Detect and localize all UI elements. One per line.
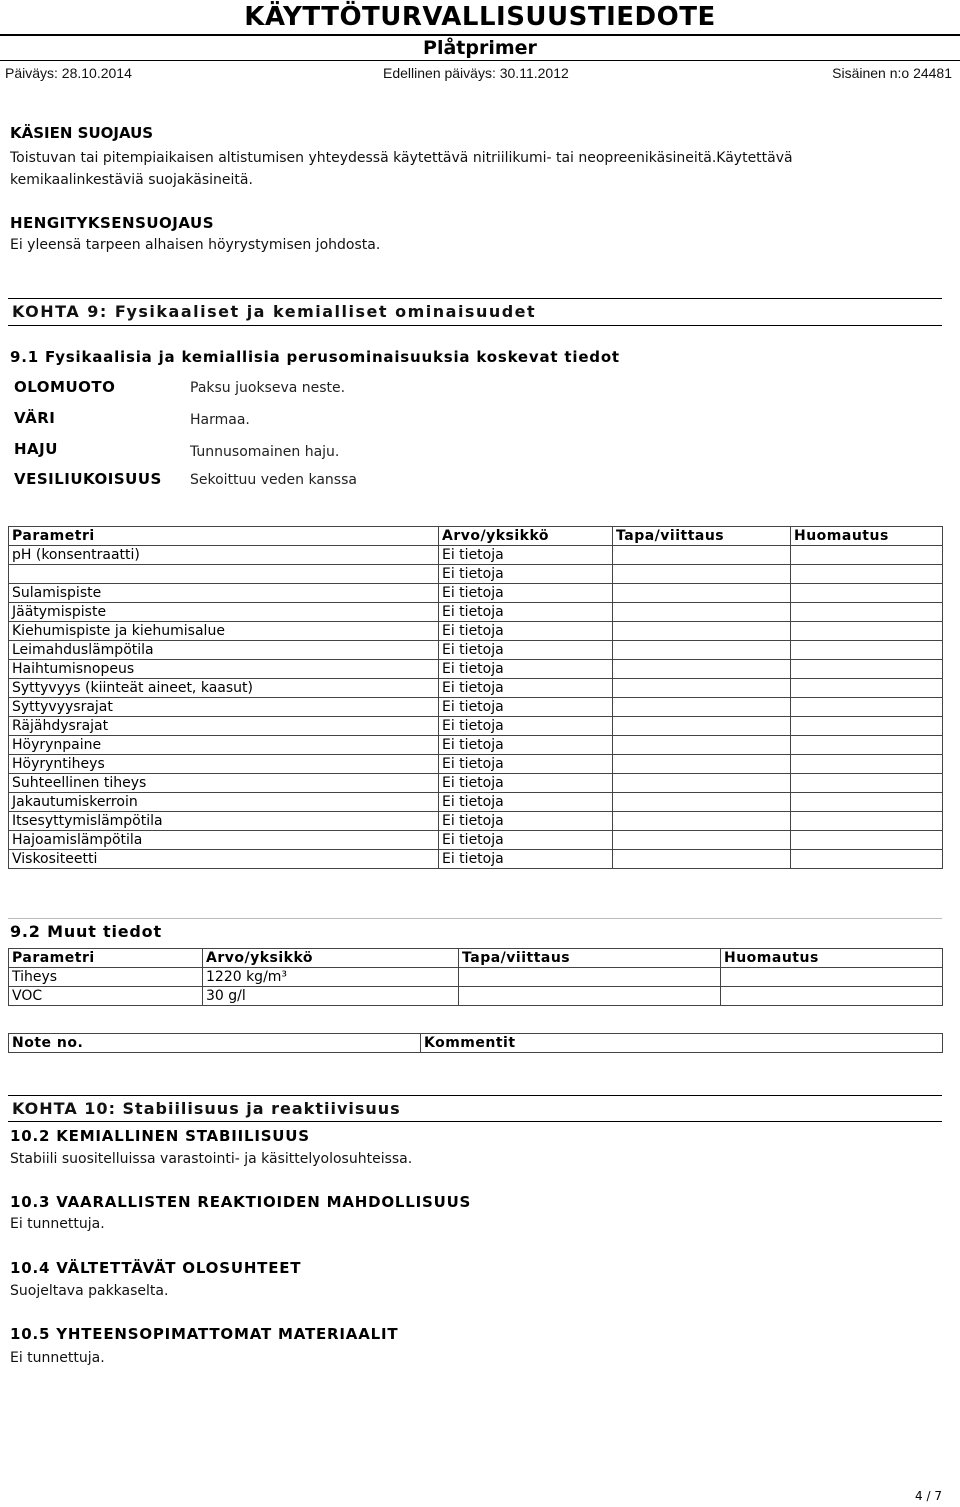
remark-cell: [721, 987, 943, 1006]
value-cell: Ei tietoja: [439, 736, 613, 755]
remark-cell: [791, 717, 943, 736]
remark-cell: [791, 660, 943, 679]
table-row: [9, 736, 943, 755]
method-cell: [613, 603, 791, 622]
table-row: [9, 850, 943, 869]
section-10-4-heading: 10.4 VÄLTETTÄVÄT OLOSUHTEET: [10, 1259, 302, 1277]
column-header: Arvo/yksikkö: [203, 949, 459, 968]
table-row: [9, 622, 943, 641]
column-header: Huomautus: [791, 527, 943, 546]
remark-cell: [721, 968, 943, 987]
remark-cell: [791, 679, 943, 698]
remark-cell: [791, 774, 943, 793]
value-cell: Ei tietoja: [439, 584, 613, 603]
section-10-4-text: Suojeltava pakkaselta.: [10, 1283, 169, 1299]
value-cell: 30 g/l: [203, 987, 459, 1006]
remark-cell: [791, 546, 943, 565]
hand-protection-heading: KÄSIEN SUOJAUS: [10, 124, 154, 142]
section-9-bottom-rule: [8, 325, 942, 326]
parameter-cell: Viskositeetti: [9, 850, 439, 869]
value-cell: Ei tietoja: [439, 774, 613, 793]
value-cell: Ei tietoja: [439, 679, 613, 698]
value-cell: Ei tietoja: [439, 812, 613, 831]
hand-protection-text-1: Toistuvan tai pitempiaikaisen altistumisen yhteydessä käytettävä nitriilikumi- tai neopreenikäsineitä.Käytettävä: [10, 150, 793, 166]
value-cell: Ei tietoja: [439, 717, 613, 736]
value-cell: Ei tietoja: [439, 850, 613, 869]
parameter-cell: Syttyvyysrajat: [9, 698, 439, 717]
value-cell: Ei tietoja: [439, 641, 613, 660]
remark-cell: [791, 831, 943, 850]
section-10-3-heading: 10.3 VAARALLISTEN REAKTIOIDEN MAHDOLLISUUS: [10, 1193, 472, 1211]
table-row: [9, 603, 943, 622]
table-row: [9, 584, 943, 603]
section-10-top-rule: [8, 1095, 942, 1096]
table-header-row: [9, 527, 943, 546]
issue-date: Päiväys: 28.10.2014: [5, 65, 132, 81]
product-name: Plåtprimer: [423, 37, 537, 59]
method-cell: [613, 831, 791, 850]
method-cell: [613, 660, 791, 679]
table-row: [9, 774, 943, 793]
table-row: [9, 755, 943, 774]
header-divider-thin: [0, 60, 960, 61]
parameter-cell: Haihtumisnopeus: [9, 660, 439, 679]
property-value-color: Harmaa.: [190, 412, 250, 428]
section-10-2-text: Stabiili suositelluissa varastointi- ja käsittelyolosuhteissa.: [10, 1151, 413, 1167]
page-number: 4 / 7: [915, 1489, 942, 1503]
value-cell: Ei tietoja: [439, 831, 613, 850]
parameter-cell: Höyryntiheys: [9, 755, 439, 774]
column-header: Tapa/viittaus: [459, 949, 721, 968]
method-cell: [459, 968, 721, 987]
respiratory-protection-heading: HENGITYKSENSUOJAUS: [10, 214, 215, 232]
property-value-odor: Tunnusomainen haju.: [190, 444, 340, 460]
method-cell: [613, 755, 791, 774]
method-cell: [613, 546, 791, 565]
table-row: [9, 812, 943, 831]
value-cell: Ei tietoja: [439, 755, 613, 774]
section-10-title: KOHTA 10: Stabiilisuus ja reaktiivisuus: [12, 1099, 401, 1118]
method-cell: [613, 565, 791, 584]
parameter-cell: Sulamispiste: [9, 584, 439, 603]
property-label-odor: HAJU: [14, 440, 58, 458]
method-cell: [613, 793, 791, 812]
table-row: [9, 968, 943, 987]
method-cell: [613, 698, 791, 717]
parameter-cell: VOC: [9, 987, 203, 1006]
section-10-bottom-rule: [8, 1121, 942, 1122]
value-cell: Ei tietoja: [439, 660, 613, 679]
remark-cell: [791, 565, 943, 584]
table-row: [9, 565, 943, 584]
method-cell: [613, 622, 791, 641]
column-header: Parametri: [9, 527, 439, 546]
parameter-cell: Jakautumiskerroin: [9, 793, 439, 812]
table-header-row: [9, 1034, 943, 1053]
remark-cell: [791, 603, 943, 622]
value-cell: Ei tietoja: [439, 565, 613, 584]
column-header: Arvo/yksikkö: [439, 527, 613, 546]
remark-cell: [791, 622, 943, 641]
method-cell: [613, 736, 791, 755]
table-row: [9, 987, 943, 1006]
section-10-3-text: Ei tunnettuja.: [10, 1216, 105, 1232]
property-value-state: Paksu juokseva neste.: [190, 380, 346, 396]
parameter-cell: Hajoamislämpötila: [9, 831, 439, 850]
remark-cell: [791, 698, 943, 717]
method-cell: [459, 987, 721, 1006]
previous-date: Edellinen päiväys: 30.11.2012: [383, 65, 569, 81]
value-cell: Ei tietoja: [439, 622, 613, 641]
respiratory-protection-text: Ei yleensä tarpeen alhaisen höyrystymisen johdosta.: [10, 237, 381, 253]
remark-cell: [791, 793, 943, 812]
property-label-state: OLOMUOTO: [14, 378, 116, 396]
method-cell: [613, 584, 791, 603]
property-label-solubility: VESILIUKOISUUS: [14, 470, 162, 488]
other-info-table: [8, 948, 943, 1006]
table-row: [9, 546, 943, 565]
parameter-cell: Räjähdysrajat: [9, 717, 439, 736]
parameter-cell: Jäätymispiste: [9, 603, 439, 622]
method-cell: [613, 641, 791, 660]
remark-cell: [791, 850, 943, 869]
note-number-header: Note no.: [9, 1034, 421, 1053]
comments-header: Kommentit: [421, 1034, 943, 1053]
section-10-2-heading: 10.2 KEMIALLINEN STABIILISUUS: [10, 1127, 310, 1145]
section-10-5-heading: 10.5 YHTEENSOPIMATTOMAT MATERIAALIT: [10, 1325, 399, 1343]
remark-cell: [791, 812, 943, 831]
section-9-2-rule: [8, 918, 942, 919]
table-row: [9, 717, 943, 736]
section-9-2-title: 9.2 Muut tiedot: [10, 922, 162, 941]
remark-cell: [791, 755, 943, 774]
method-cell: [613, 679, 791, 698]
parameter-cell: Leimahduslämpötila: [9, 641, 439, 660]
document-title: KÄYTTÖTURVALLISUUSTIEDOTE: [244, 2, 716, 32]
table-row: [9, 793, 943, 812]
remark-cell: [791, 736, 943, 755]
hand-protection-text-2: kemikaalinkestäviä suojakäsineitä.: [10, 172, 253, 188]
internal-number: Sisäinen n:o 24481: [832, 65, 952, 81]
method-cell: [613, 774, 791, 793]
value-cell: Ei tietoja: [439, 546, 613, 565]
table-row: [9, 660, 943, 679]
remark-cell: [791, 641, 943, 660]
value-cell: Ei tietoja: [439, 698, 613, 717]
table-row: [9, 698, 943, 717]
table-row: [9, 831, 943, 850]
column-header: Huomautus: [721, 949, 943, 968]
property-label-color: VÄRI: [14, 409, 56, 427]
remark-cell: [791, 584, 943, 603]
section-10-5-text: Ei tunnettuja.: [10, 1350, 105, 1366]
parameter-cell: [9, 565, 439, 584]
parameter-cell: Kiehumispiste ja kiehumisalue: [9, 622, 439, 641]
section-9-top-rule: [8, 298, 942, 299]
property-value-solubility: Sekoittuu veden kanssa: [190, 472, 357, 488]
method-cell: [613, 717, 791, 736]
column-header: Parametri: [9, 949, 203, 968]
notes-table: [8, 1033, 943, 1053]
parameter-cell: Suhteellinen tiheys: [9, 774, 439, 793]
parameter-cell: pH (konsentraatti): [9, 546, 439, 565]
table-row: [9, 641, 943, 660]
parameter-cell: Tiheys: [9, 968, 203, 987]
value-cell: Ei tietoja: [439, 603, 613, 622]
document-meta: [5, 65, 952, 85]
properties-table: [8, 526, 943, 869]
table-header-row: [9, 949, 943, 968]
section-9-1-title: 9.1 Fysikaalisia ja kemiallisia perusominaisuuksia koskevat tiedot: [10, 348, 620, 366]
value-cell: 1220 kg/m³: [203, 968, 459, 987]
method-cell: [613, 850, 791, 869]
column-header: Tapa/viittaus: [613, 527, 791, 546]
method-cell: [613, 812, 791, 831]
value-cell: Ei tietoja: [439, 793, 613, 812]
parameter-cell: Itsesyttymislämpötila: [9, 812, 439, 831]
parameter-cell: Höyrynpaine: [9, 736, 439, 755]
parameter-cell: Syttyvyys (kiinteät aineet, kaasut): [9, 679, 439, 698]
section-9-title: KOHTA 9: Fysikaaliset ja kemialliset ominaisuudet: [12, 302, 537, 321]
table-row: [9, 679, 943, 698]
